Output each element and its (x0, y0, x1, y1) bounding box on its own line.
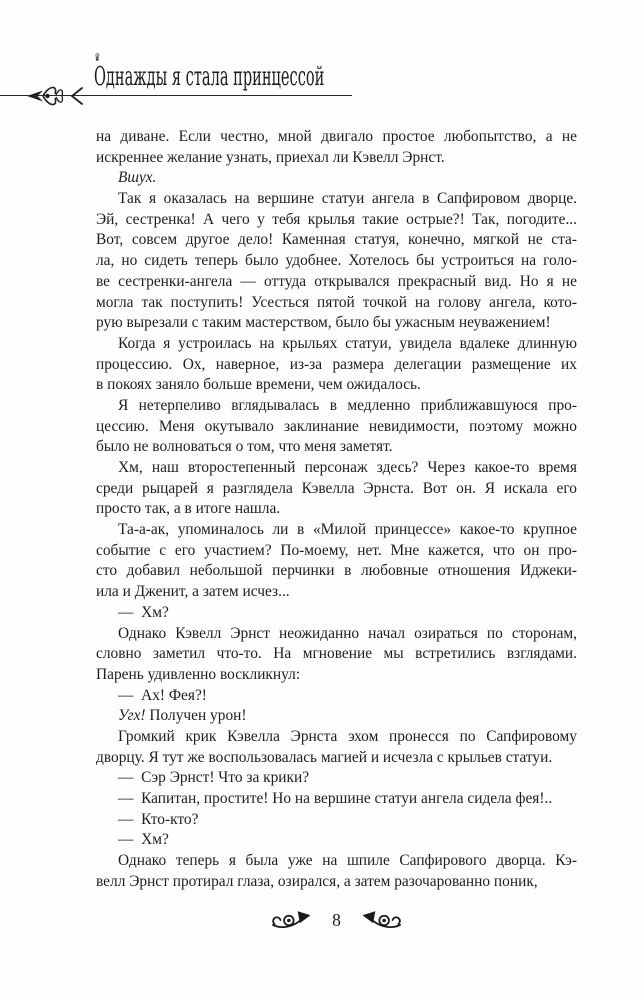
text-line: на диване. Если честно, мной двигало простое любопытство, а не (96, 128, 577, 145)
text-line: ила и Дженит, а затем исчез... (96, 583, 290, 601)
italic-text-segment: Угх! (118, 707, 146, 725)
text-line (96, 706, 577, 727)
text-line: процессию. Ох, наверное, из-за размера делегации размещение их (96, 355, 577, 373)
text-line: Хм, наш второстепенный персонаж здесь? Через какое-то время (118, 459, 577, 476)
text-line: Однако теперь я была уже на шпиле Сапфирового дворца. Кэ- (118, 852, 577, 870)
paragraph (96, 706, 577, 727)
paragraph (96, 789, 577, 810)
paragraph (96, 458, 577, 520)
text-line: просто так, а в итоге нашла. (96, 500, 281, 518)
footer-scroll-ornament-right-icon (361, 909, 402, 932)
footer-scroll-ornament-left-icon (271, 909, 312, 932)
text-line: искреннее желание узнать, приехал ли Кэвелл Эрнст. (96, 148, 445, 166)
text-line: Та-а-ак, упоминалось ли в «Милой принцессе» какое-то крупное (118, 521, 577, 539)
text-line: — Кто-кто? (118, 810, 199, 828)
text-line: Парень удивленно воскликнул: (96, 665, 301, 683)
paragraph (96, 624, 577, 686)
paragraph (96, 396, 577, 458)
text-line: Громкий крик Кэвелла Эрнста эхом пронесся по Сапфировому (118, 727, 577, 745)
text-line: — Хм? (118, 831, 169, 849)
paragraph (96, 127, 577, 168)
text-line: Вшух. (118, 169, 157, 187)
text-line: Я нетерпеливо вглядывалась в медленно приближавшуюся про- (118, 396, 577, 414)
text-line: дворцу. Я тут же воспользовалась магией и исчезла с крыльев статуи. (96, 748, 553, 766)
text-line: Эй, сестренка! А чего у тебя крылья такие острые?! Так, погодите... (96, 210, 577, 228)
text-segment: Получен урон! (145, 707, 247, 725)
text-line: Вот, совсем другое дело! Каменная статуя, конечно, мягкой не ста- (96, 231, 577, 249)
text-line: — Хм? (118, 603, 169, 621)
paragraph (96, 727, 577, 768)
text-line: рую вырезали с таким мастерством, было бы ужасным неуважением! (96, 314, 551, 332)
text-line: цессию. Меня окутывало заклинание невидимости, поэтому можно (96, 417, 577, 435)
text-line: велл Эрнст протирал глаза, озирался, а затем разочарованно поник, (96, 872, 538, 890)
text-line: Когда я устроилась на крыльях статуи, увидела вдалеке длинную (118, 334, 577, 352)
text-line: могла так поступить! Усесться пятой точкой на голову ангела, кото- (96, 293, 577, 311)
paragraph (96, 851, 577, 892)
paragraph (96, 603, 577, 624)
paragraph (96, 520, 577, 603)
paragraph (96, 334, 577, 396)
paragraph (96, 189, 577, 334)
paragraph (96, 168, 577, 189)
text-line: ла, но сидеть теперь было удобнее. Хотелось бы устроиться на голо- (96, 252, 577, 270)
text-line: среди рыцарей я разглядела Кэвелла Эрнста. Вот он. Я искала его (96, 479, 577, 497)
paragraph (96, 810, 577, 831)
text-line: Так я оказалась на вершине статуи ангела в Сапфировом дворце. (118, 190, 577, 208)
body-text (96, 127, 577, 892)
running-title-text: Однажды я стала принцессой (94, 62, 325, 92)
paragraph (96, 686, 577, 707)
crown-icon: ♛ (94, 51, 101, 64)
text-line: сто добавил небольшой перчинки в любовные отношения Иджеки- (96, 562, 577, 580)
text-line: ве сестренки-ангела — оттуда открывался прекрасный вид. Но я не (96, 272, 577, 290)
text-line: было не волноваться о том, что меня заметят. (96, 438, 393, 456)
text-line: — Сэр Эрнст! Что за крики? (118, 769, 310, 787)
paragraph (96, 768, 577, 789)
text-line: — Ах! Фея?! (118, 686, 207, 704)
text-line: Однако Кэвелл Эрнст неожиданно начал озираться по сторонам, (118, 624, 577, 642)
text-line: в покоях заняло больше времени, чем ожидалось. (96, 376, 421, 394)
running-title (94, 51, 325, 92)
text-line: словно заметил что-то. На мгновение мы встретились взглядами. (96, 645, 577, 663)
page-footer (96, 907, 577, 933)
text-line: событие с его участием? По-моему, нет. Мне кажется, что он про- (96, 541, 577, 559)
page-number: 8 (332, 910, 341, 930)
text-line: — Капитан, простите! Но на вершине статуи ангела сидела фея!.. (118, 790, 553, 807)
fleur-arrow-ornament-icon (26, 78, 96, 114)
paragraph (96, 830, 577, 851)
